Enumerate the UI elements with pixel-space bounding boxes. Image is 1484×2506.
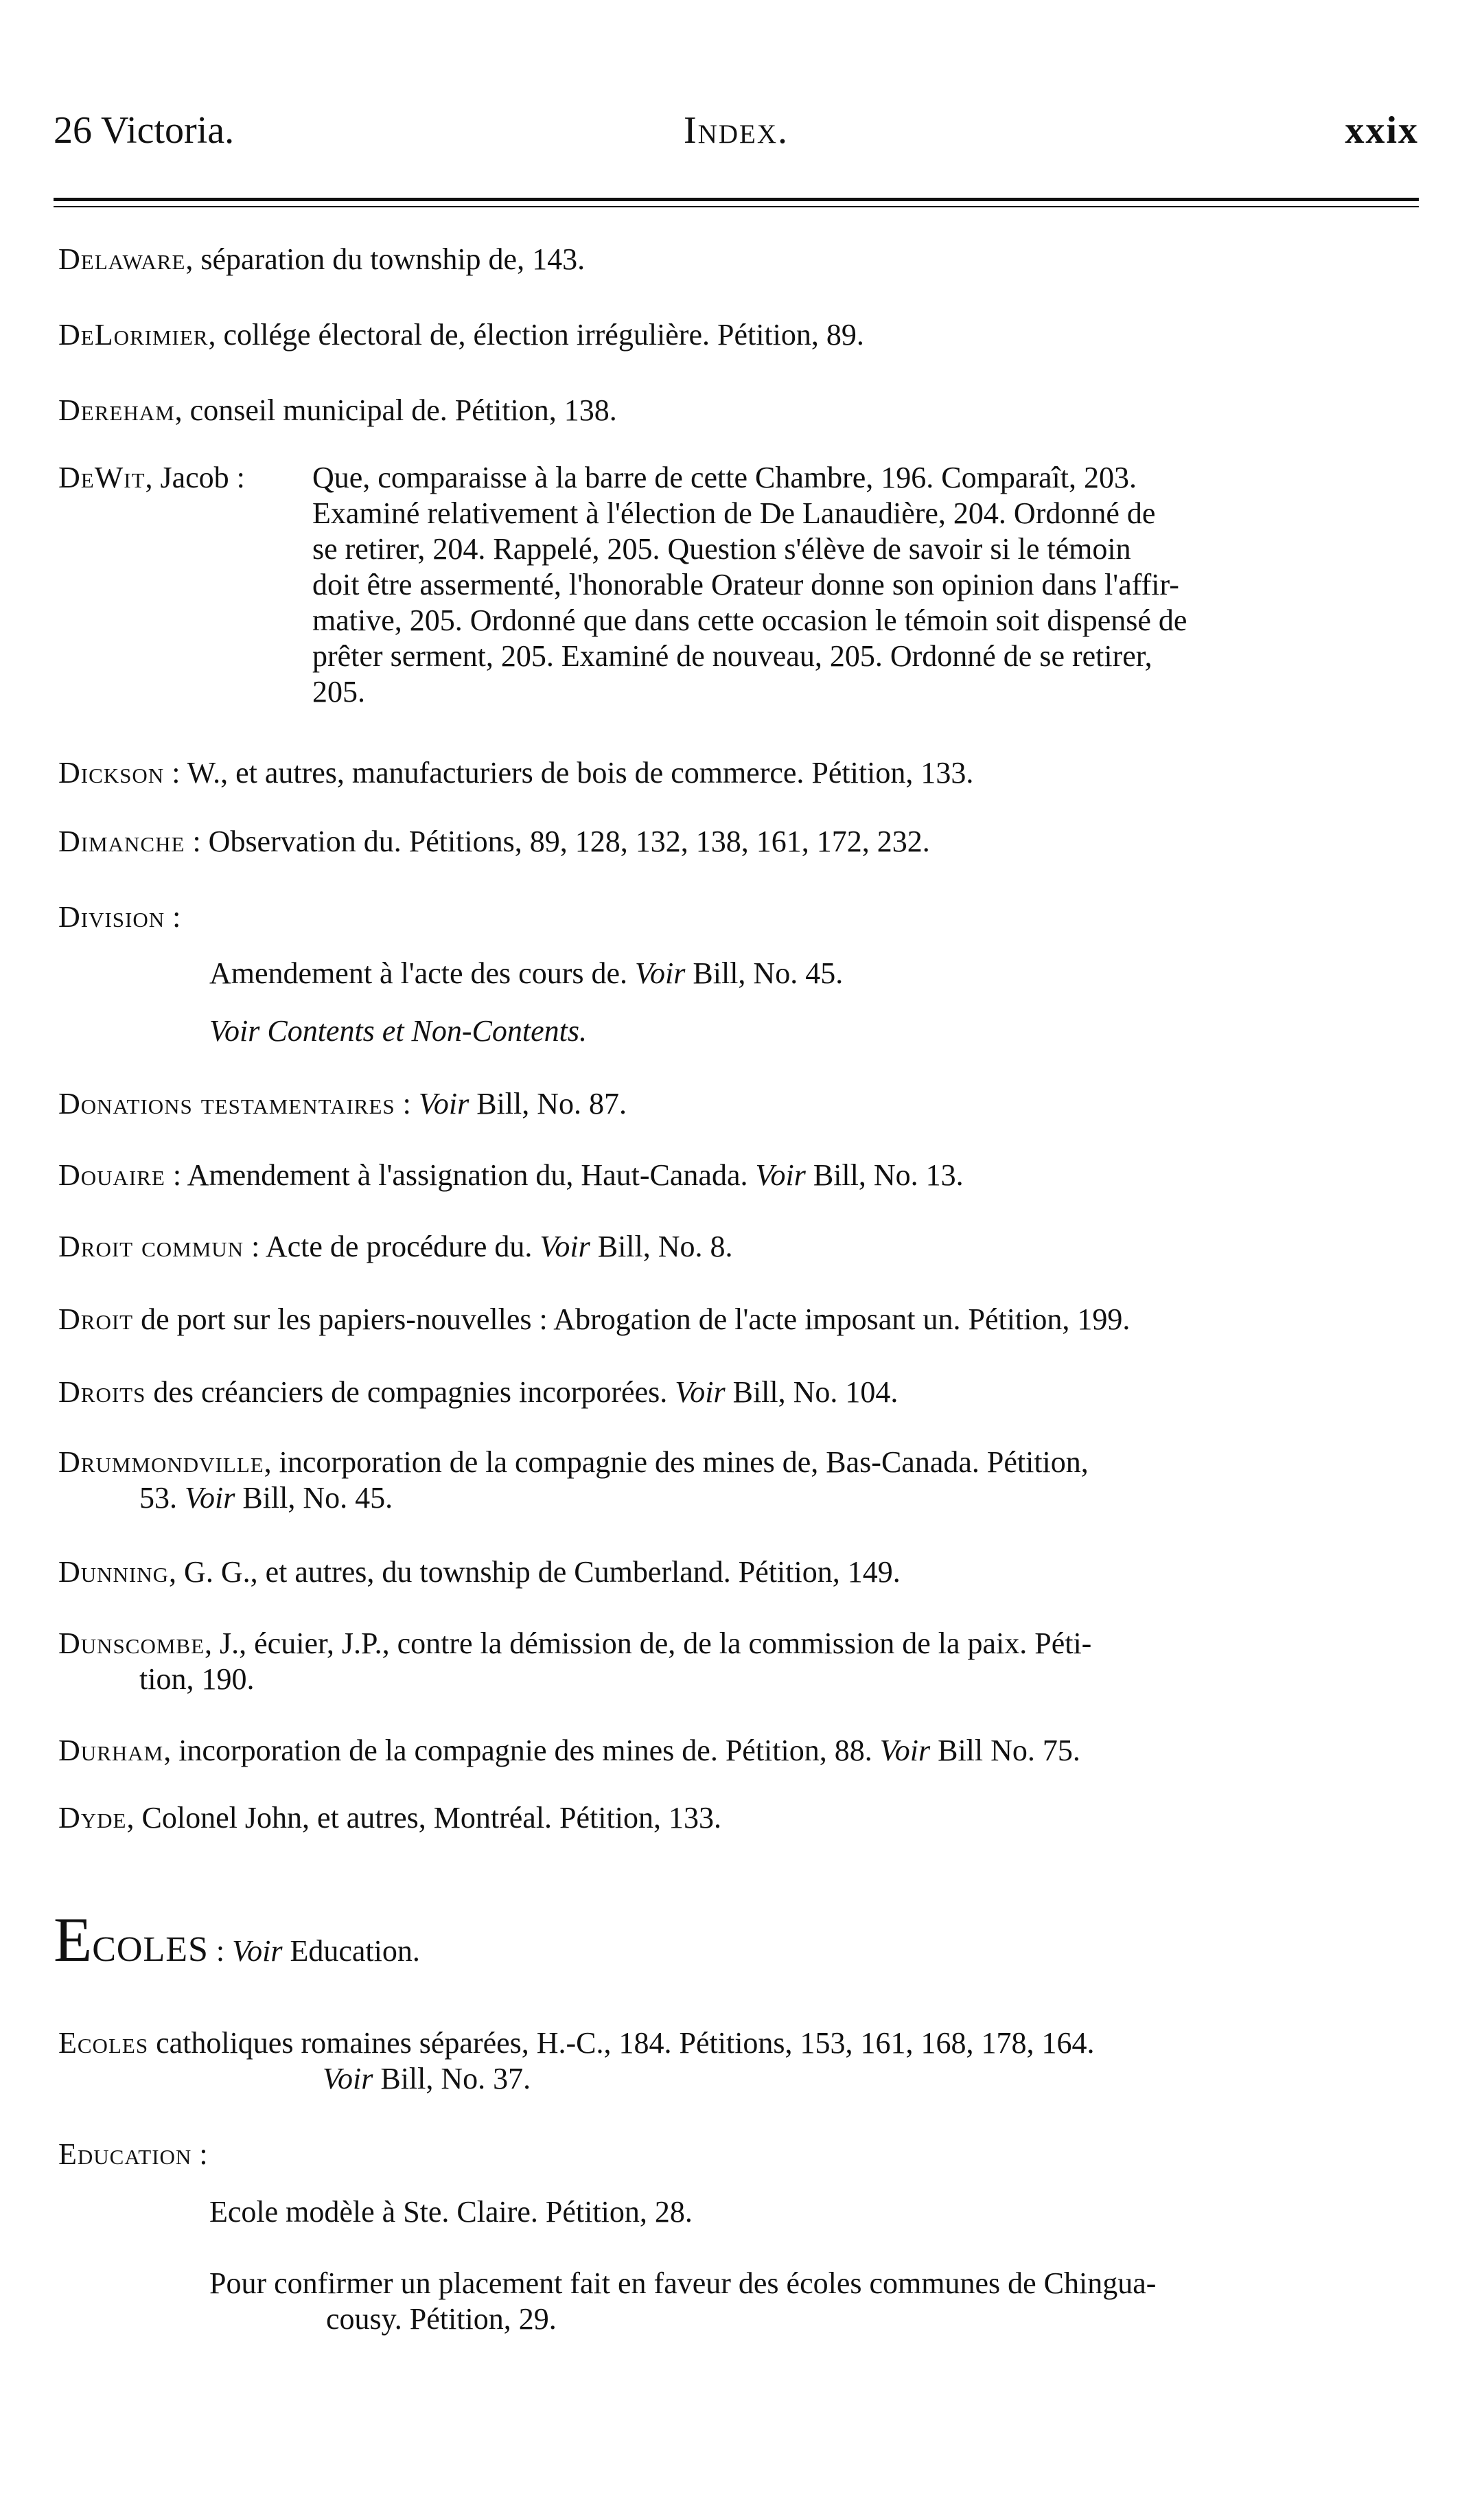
voir-label: Voir: [418, 1087, 469, 1120]
entry-name: , Jacob :: [145, 461, 245, 494]
entry-delorimier: [58, 317, 1424, 353]
entry-line: prêter serment, 205. Examiné de nouveau, 205. Ordonné de se retirer,: [312, 639, 1152, 673]
voir-label: Voir: [185, 1481, 235, 1515]
entry-continuation: tion, 190.: [139, 1662, 255, 1696]
voir-label: Voir: [675, 1375, 726, 1409]
entry-delaware: [58, 242, 1424, 277]
entry-dunning: [58, 1554, 1424, 1590]
entry-text: :: [208, 1934, 233, 1968]
voir-label: Voir: [635, 956, 686, 990]
entry-headword: Ecoles: [58, 2026, 149, 2060]
entry-headword: Dickson: [58, 756, 165, 790]
entry-line: Examiné relativement à l'élection de De Lanaudière, 204. Ordonné de: [312, 496, 1156, 530]
subentry-chinguacousy: [209, 2266, 1156, 2337]
entry-ref: Bill, No. 87.: [469, 1087, 627, 1120]
section-e-heading: [54, 1905, 420, 1982]
entry-text: , séparation du township de, 143.: [185, 242, 586, 276]
entry-text: : Observation du. Pétitions, 89, 128, 132, 138, 161, 172, 232.: [185, 825, 930, 858]
entry-dickson: [58, 755, 1424, 791]
entry-continuation: [58, 2061, 1424, 2097]
subentry-division-contents: [209, 1013, 587, 1049]
header-session: 26 Victoria.: [54, 109, 235, 152]
entry-text: : Acte de procédure du.: [244, 1230, 540, 1263]
header-rule: [54, 198, 1419, 201]
entry-text: , Colonel John, et autres, Montréal. Pétition, 133.: [126, 1801, 721, 1835]
entry-dyde: [58, 1800, 1424, 1836]
entry-headword: Droits: [58, 1375, 146, 1409]
entry-headword: Education: [58, 2137, 192, 2171]
entry-education: [58, 2137, 1424, 2172]
drop-capital: E: [54, 1905, 93, 1975]
running-head: [54, 103, 1419, 158]
subentry-ecole-modele: [209, 2194, 693, 2230]
entry-durham: [58, 1733, 1424, 1769]
entry-text: , collége électoral de, élection irrégulière. Pétition, 89.: [208, 318, 864, 352]
entry-headword: Droit: [58, 1302, 134, 1336]
entry-text: : W., et autres, manufacturiers de bois de commerce. Pétition, 133.: [164, 756, 974, 790]
voir-label: Voir: [540, 1230, 590, 1263]
entry-division: [58, 899, 1424, 935]
subentry-text: Ecole modèle à Ste. Claire. Pétition, 28.: [209, 2195, 693, 2229]
entry-ecoles-catholiques: [58, 2025, 1424, 2097]
entry-dereham: [58, 393, 1424, 428]
entry-ref: Bill, No. 45.: [235, 1481, 393, 1515]
entry-text: :: [192, 2137, 208, 2171]
entry-text: , incorporation de la compagnie des mines de, Bas-Canada. Pétition,: [264, 1445, 1089, 1479]
entry-text: de port sur les papiers-nouvelles : Abrogation de l'acte imposant un. Pétition, 199.: [133, 1302, 1131, 1336]
entry-headword: Dunscombe: [58, 1626, 205, 1660]
entry-douaire: [58, 1158, 1424, 1193]
entry-text: , conseil municipal de. Pétition, 138.: [174, 393, 617, 427]
entry-headword: Division: [58, 900, 165, 934]
entry-headword: Durham: [58, 1734, 164, 1767]
entry-line: 205.: [312, 675, 365, 709]
entry-headword: Douaire: [58, 1158, 165, 1192]
entry-text: :: [395, 1087, 419, 1120]
entry-dimanche: [58, 824, 1424, 860]
entry-text: , incorporation de la compagnie des mines de. Pétition, 88.: [163, 1734, 880, 1767]
entry-headword: Droit commun: [58, 1230, 244, 1263]
entry-text: catholiques romaines séparées, H.-C., 184. Pétitions, 153, 161, 168, 178, 164.: [148, 2026, 1095, 2060]
entry-drummondville: [58, 1445, 1424, 1516]
entry-text: des créanciers de compagnies incorporées.: [146, 1375, 675, 1409]
voir-label: Voir: [323, 2062, 373, 2095]
voir-label: Voir: [232, 1934, 283, 1968]
entry-ref: 53.: [139, 1481, 185, 1515]
entry-headword: Dunning: [58, 1555, 170, 1589]
subentry-text: Amendement à l'acte des cours de.: [209, 956, 636, 990]
entry-dewit-body: [312, 460, 1424, 710]
entry-headword: Donations testamentaires: [58, 1087, 395, 1120]
entry-line: doit être assermenté, l'honorable Orateur donne son opinion dans l'affir-: [312, 568, 1179, 601]
voir-label: Voir: [755, 1158, 806, 1192]
entry-headword: DeWit: [58, 461, 146, 494]
subentry-ref: Bill, No. 45.: [685, 956, 844, 990]
subentry-text: Voir Contents et Non-Contents.: [209, 1014, 587, 1048]
entry-ref: Bill, No. 104.: [725, 1375, 898, 1409]
header-title: Index.: [684, 109, 789, 152]
header-page-number: xxix: [1345, 109, 1419, 152]
subentry-continuation: cousy. Pétition, 29.: [326, 2302, 557, 2336]
entry-ref: Bill, No. 13.: [805, 1158, 964, 1192]
header-rule-thin: [54, 206, 1419, 207]
subentry-division-cours: [209, 956, 843, 991]
entry-headword: Dereham: [58, 393, 175, 427]
entry-headword: Dyde: [58, 1801, 127, 1835]
entry-droit-commun: [58, 1229, 1424, 1265]
voir-label: Voir: [879, 1734, 931, 1767]
entry-text: , J., écuier, J.P., contre la démission de, de la commission de la paix. Péti-: [205, 1626, 1092, 1660]
entry-ref: Education.: [282, 1934, 420, 1968]
entry-text: , G. G., et autres, du township de Cumberland. Pétition, 149.: [169, 1555, 901, 1589]
entry-droits: [58, 1375, 1424, 1410]
entry-text: :: [165, 900, 181, 934]
entry-headword: Dimanche: [58, 825, 185, 858]
entry-headword: Delaware: [58, 242, 186, 276]
entry-headword: Drummondville: [58, 1445, 264, 1479]
entry-line: Que, comparaisse à la barre de cette Chambre, 196. Comparaît, 203.: [312, 461, 1137, 494]
entry-ref: Bill No. 75.: [930, 1734, 1080, 1767]
entry-dunscombe: [58, 1626, 1424, 1697]
entry-ref: Bill, No. 37.: [373, 2062, 531, 2095]
entry-droit-port: [58, 1302, 1424, 1337]
entry-line: se retirer, 204. Rappelé, 205. Question s'élève de savoir si le témoin: [312, 532, 1131, 566]
entry-continuation: [58, 1480, 1424, 1516]
section-headword: COLES: [92, 1930, 209, 1969]
entry-line: mative, 205. Ordonné que dans cette occasion le témoin soit dispensé de: [312, 603, 1187, 637]
entry-donations: [58, 1086, 1424, 1122]
subentry-text: Pour confirmer un placement fait en faveur des écoles communes de Chingua-: [209, 2266, 1157, 2300]
entry-headword: DeLorimier: [58, 318, 209, 352]
entry-ref: Bill, No. 8.: [590, 1230, 733, 1263]
entry-text: : Amendement à l'assignation du, Haut-Canada.: [165, 1158, 756, 1192]
